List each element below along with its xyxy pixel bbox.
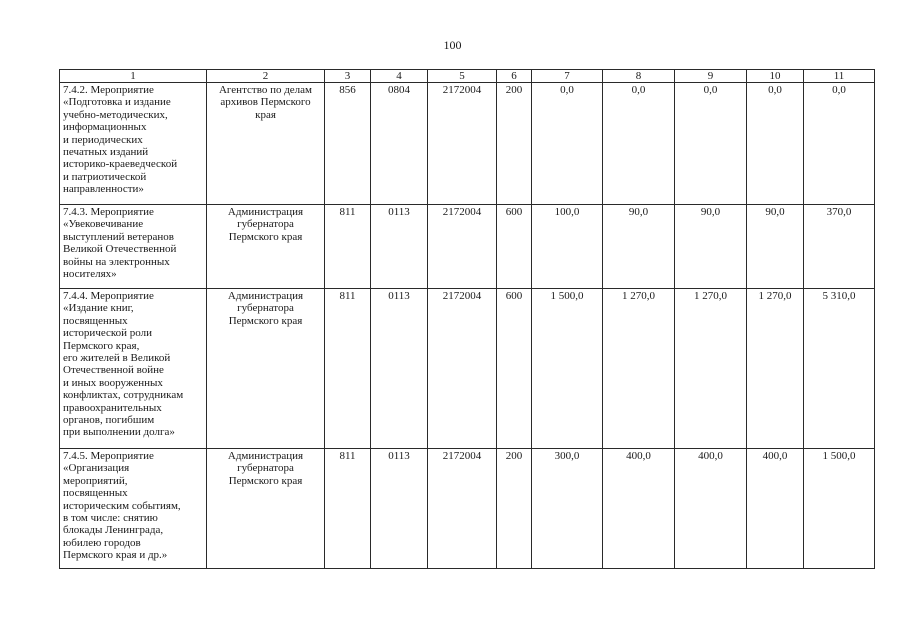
amount-col-10: 90,0	[747, 205, 804, 289]
column-number: 9	[675, 70, 747, 83]
column-number: 2	[207, 70, 325, 83]
expense-type-code: 600	[497, 205, 532, 289]
amount-total: 1 500,0	[804, 449, 875, 569]
column-number: 10	[747, 70, 804, 83]
amount-total: 0,0	[804, 83, 875, 205]
activity-name: 7.4.3. Мероприятие «Увековечивание выступлений ветеранов Великой Отечественной войны на электронных носителях»	[60, 205, 207, 289]
amount-col-10: 0,0	[747, 83, 804, 205]
column-number: 8	[603, 70, 675, 83]
column-number: 4	[371, 70, 428, 83]
column-number: 5	[428, 70, 497, 83]
amount-col-9: 400,0	[675, 449, 747, 569]
amount-col-8: 0,0	[603, 83, 675, 205]
amount-col-10: 400,0	[747, 449, 804, 569]
amount-col-7: 100,0	[532, 205, 603, 289]
expense-type-code: 200	[497, 83, 532, 205]
responsible-agency: Администрация губернатора Пермского края	[207, 289, 325, 449]
column-number: 11	[804, 70, 875, 83]
amount-col-9: 1 270,0	[675, 289, 747, 449]
section-code: 0804	[371, 83, 428, 205]
grbs-code: 856	[325, 83, 371, 205]
target-code: 2172004	[428, 289, 497, 449]
section-code: 0113	[371, 289, 428, 449]
expense-type-code: 600	[497, 289, 532, 449]
grbs-code: 811	[325, 205, 371, 289]
amount-col-7: 300,0	[532, 449, 603, 569]
page-number: 100	[443, 38, 462, 52]
expense-type-code: 200	[497, 449, 532, 569]
amount-total: 370,0	[804, 205, 875, 289]
grbs-code: 811	[325, 289, 371, 449]
grbs-code: 811	[325, 449, 371, 569]
section-code: 0113	[371, 205, 428, 289]
responsible-agency: Администрация губернатора Пермского края	[207, 449, 325, 569]
amount-col-7: 0,0	[532, 83, 603, 205]
amount-col-8: 400,0	[603, 449, 675, 569]
table-row	[60, 289, 875, 449]
target-code: 2172004	[428, 449, 497, 569]
amount-col-8: 1 270,0	[603, 289, 675, 449]
amount-col-9: 90,0	[675, 205, 747, 289]
amount-total: 5 310,0	[804, 289, 875, 449]
target-code: 2172004	[428, 205, 497, 289]
column-number: 7	[532, 70, 603, 83]
column-number: 1	[60, 70, 207, 83]
column-number-row	[60, 70, 875, 83]
table-row	[60, 449, 875, 569]
amount-col-9: 0,0	[675, 83, 747, 205]
responsible-agency: Агентство по делам архивов Пермского края	[207, 83, 325, 205]
activity-name: 7.4.4. Мероприятие «Издание книг, посвященных исторической роли Пермского края, его жителей в Великой Отечественной войне и иных вооруженных конфликтах, сотрудникам правоохранительных органов, погибшим при выполнении долга»	[60, 289, 207, 449]
activity-name: 7.4.2. Мероприятие «Подготовка и издание учебно-методических, информационных и периодических печатных изданий историко-краеведческой и патриотической направленности»	[60, 83, 207, 205]
responsible-agency: Администрация губернатора Пермского края	[207, 205, 325, 289]
table-row	[60, 83, 875, 205]
column-number: 6	[497, 70, 532, 83]
amount-col-8: 90,0	[603, 205, 675, 289]
budget-table	[59, 69, 875, 569]
section-code: 0113	[371, 449, 428, 569]
activity-name: 7.4.5. Мероприятие «Организация мероприятий, посвященных историческим событиям, в том числе: снятию блокады Ленинграда, юбилею городов Пермского края и др.»	[60, 449, 207, 569]
amount-col-7: 1 500,0	[532, 289, 603, 449]
table-row	[60, 205, 875, 289]
target-code: 2172004	[428, 83, 497, 205]
amount-col-10: 1 270,0	[747, 289, 804, 449]
column-number: 3	[325, 70, 371, 83]
